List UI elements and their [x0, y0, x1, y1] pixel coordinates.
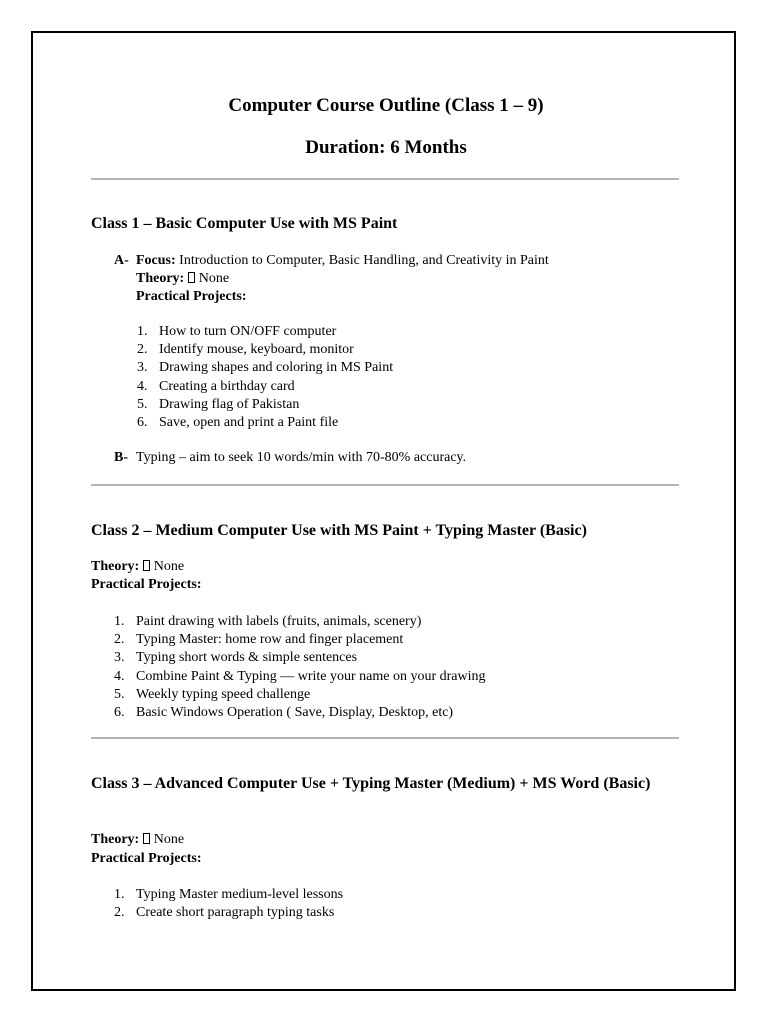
class1-heading: Class 1 – Basic Computer Use with MS Paint — [91, 215, 398, 232]
theory-label: Theory: — [136, 271, 185, 286]
divider — [91, 484, 679, 486]
list-item: 2. Typing Master: home row and finger placement — [114, 632, 404, 648]
section-b-marker: B- — [114, 450, 128, 465]
list-item: 5. Drawing flag of Pakistan — [137, 396, 300, 412]
focus-text: Introduction to Computer, Basic Handling, and Creativity in Paint — [175, 253, 549, 268]
class1-typing-goal: Typing – aim to seek 10 words/min with 70-80% accuracy. — [136, 450, 467, 465]
list-item: 6. Save, open and print a Paint file — [137, 415, 339, 431]
missing-glyph-icon — [143, 833, 150, 844]
list-item: 4. Creating a birthday card — [137, 378, 295, 394]
list-item: 4. Combine Paint & Typing — write your name on your drawing — [114, 668, 486, 684]
theory-label: Theory: — [91, 559, 140, 574]
document-title: Computer Course Outline (Class 1 – 9) — [228, 95, 544, 116]
class1-practical-label: Practical Projects: — [136, 289, 247, 304]
missing-glyph-icon — [188, 272, 195, 283]
list-item: 1. Paint drawing with labels (fruits, animals, scenery) — [114, 614, 422, 629]
list-item: 3. Typing short words & simple sentences — [114, 650, 358, 666]
theory-value: None — [198, 271, 230, 286]
list-item: 1. Typing Master medium-level lessons — [114, 887, 344, 902]
class3-heading: Class 3 – Advanced Computer Use + Typing Master (Medium) + MS Word (Basic) — [91, 775, 651, 792]
list-item: 3. Drawing shapes and coloring in MS Paint — [137, 360, 394, 376]
list-item: 2. Create short paragraph typing tasks — [114, 905, 335, 921]
section-a-marker: A- — [114, 253, 129, 268]
class2-theory — [91, 558, 184, 576]
list-item: 5. Weekly typing speed challenge — [114, 686, 311, 702]
list-item: 1. How to turn ON/OFF computer — [137, 324, 337, 339]
list-item: 2. Identify mouse, keyboard, monitor — [137, 342, 354, 358]
theory-value: None — [153, 559, 185, 574]
class2-practical-label: Practical Projects: — [91, 577, 202, 592]
theory-value: None — [153, 832, 185, 847]
document-duration: Duration: 6 Months — [305, 137, 467, 158]
divider — [91, 737, 679, 739]
theory-label: Theory: — [91, 832, 140, 847]
class3-practical-label: Practical Projects: — [91, 851, 202, 866]
list-item: 6. Basic Windows Operation ( Save, Display, Desktop, etc) — [114, 705, 454, 721]
class1-theory — [136, 270, 229, 288]
class2-project-list — [114, 613, 486, 722]
class1-focus — [136, 252, 549, 270]
class2-heading: Class 2 – Medium Computer Use with MS Paint + Typing Master (Basic) — [91, 522, 587, 539]
document-page — [31, 31, 736, 991]
missing-glyph-icon — [143, 560, 150, 571]
class3-theory — [91, 831, 184, 849]
focus-label: Focus: — [136, 253, 176, 268]
class3-project-list — [114, 886, 344, 922]
divider — [91, 178, 679, 180]
class1-project-list — [137, 323, 394, 432]
